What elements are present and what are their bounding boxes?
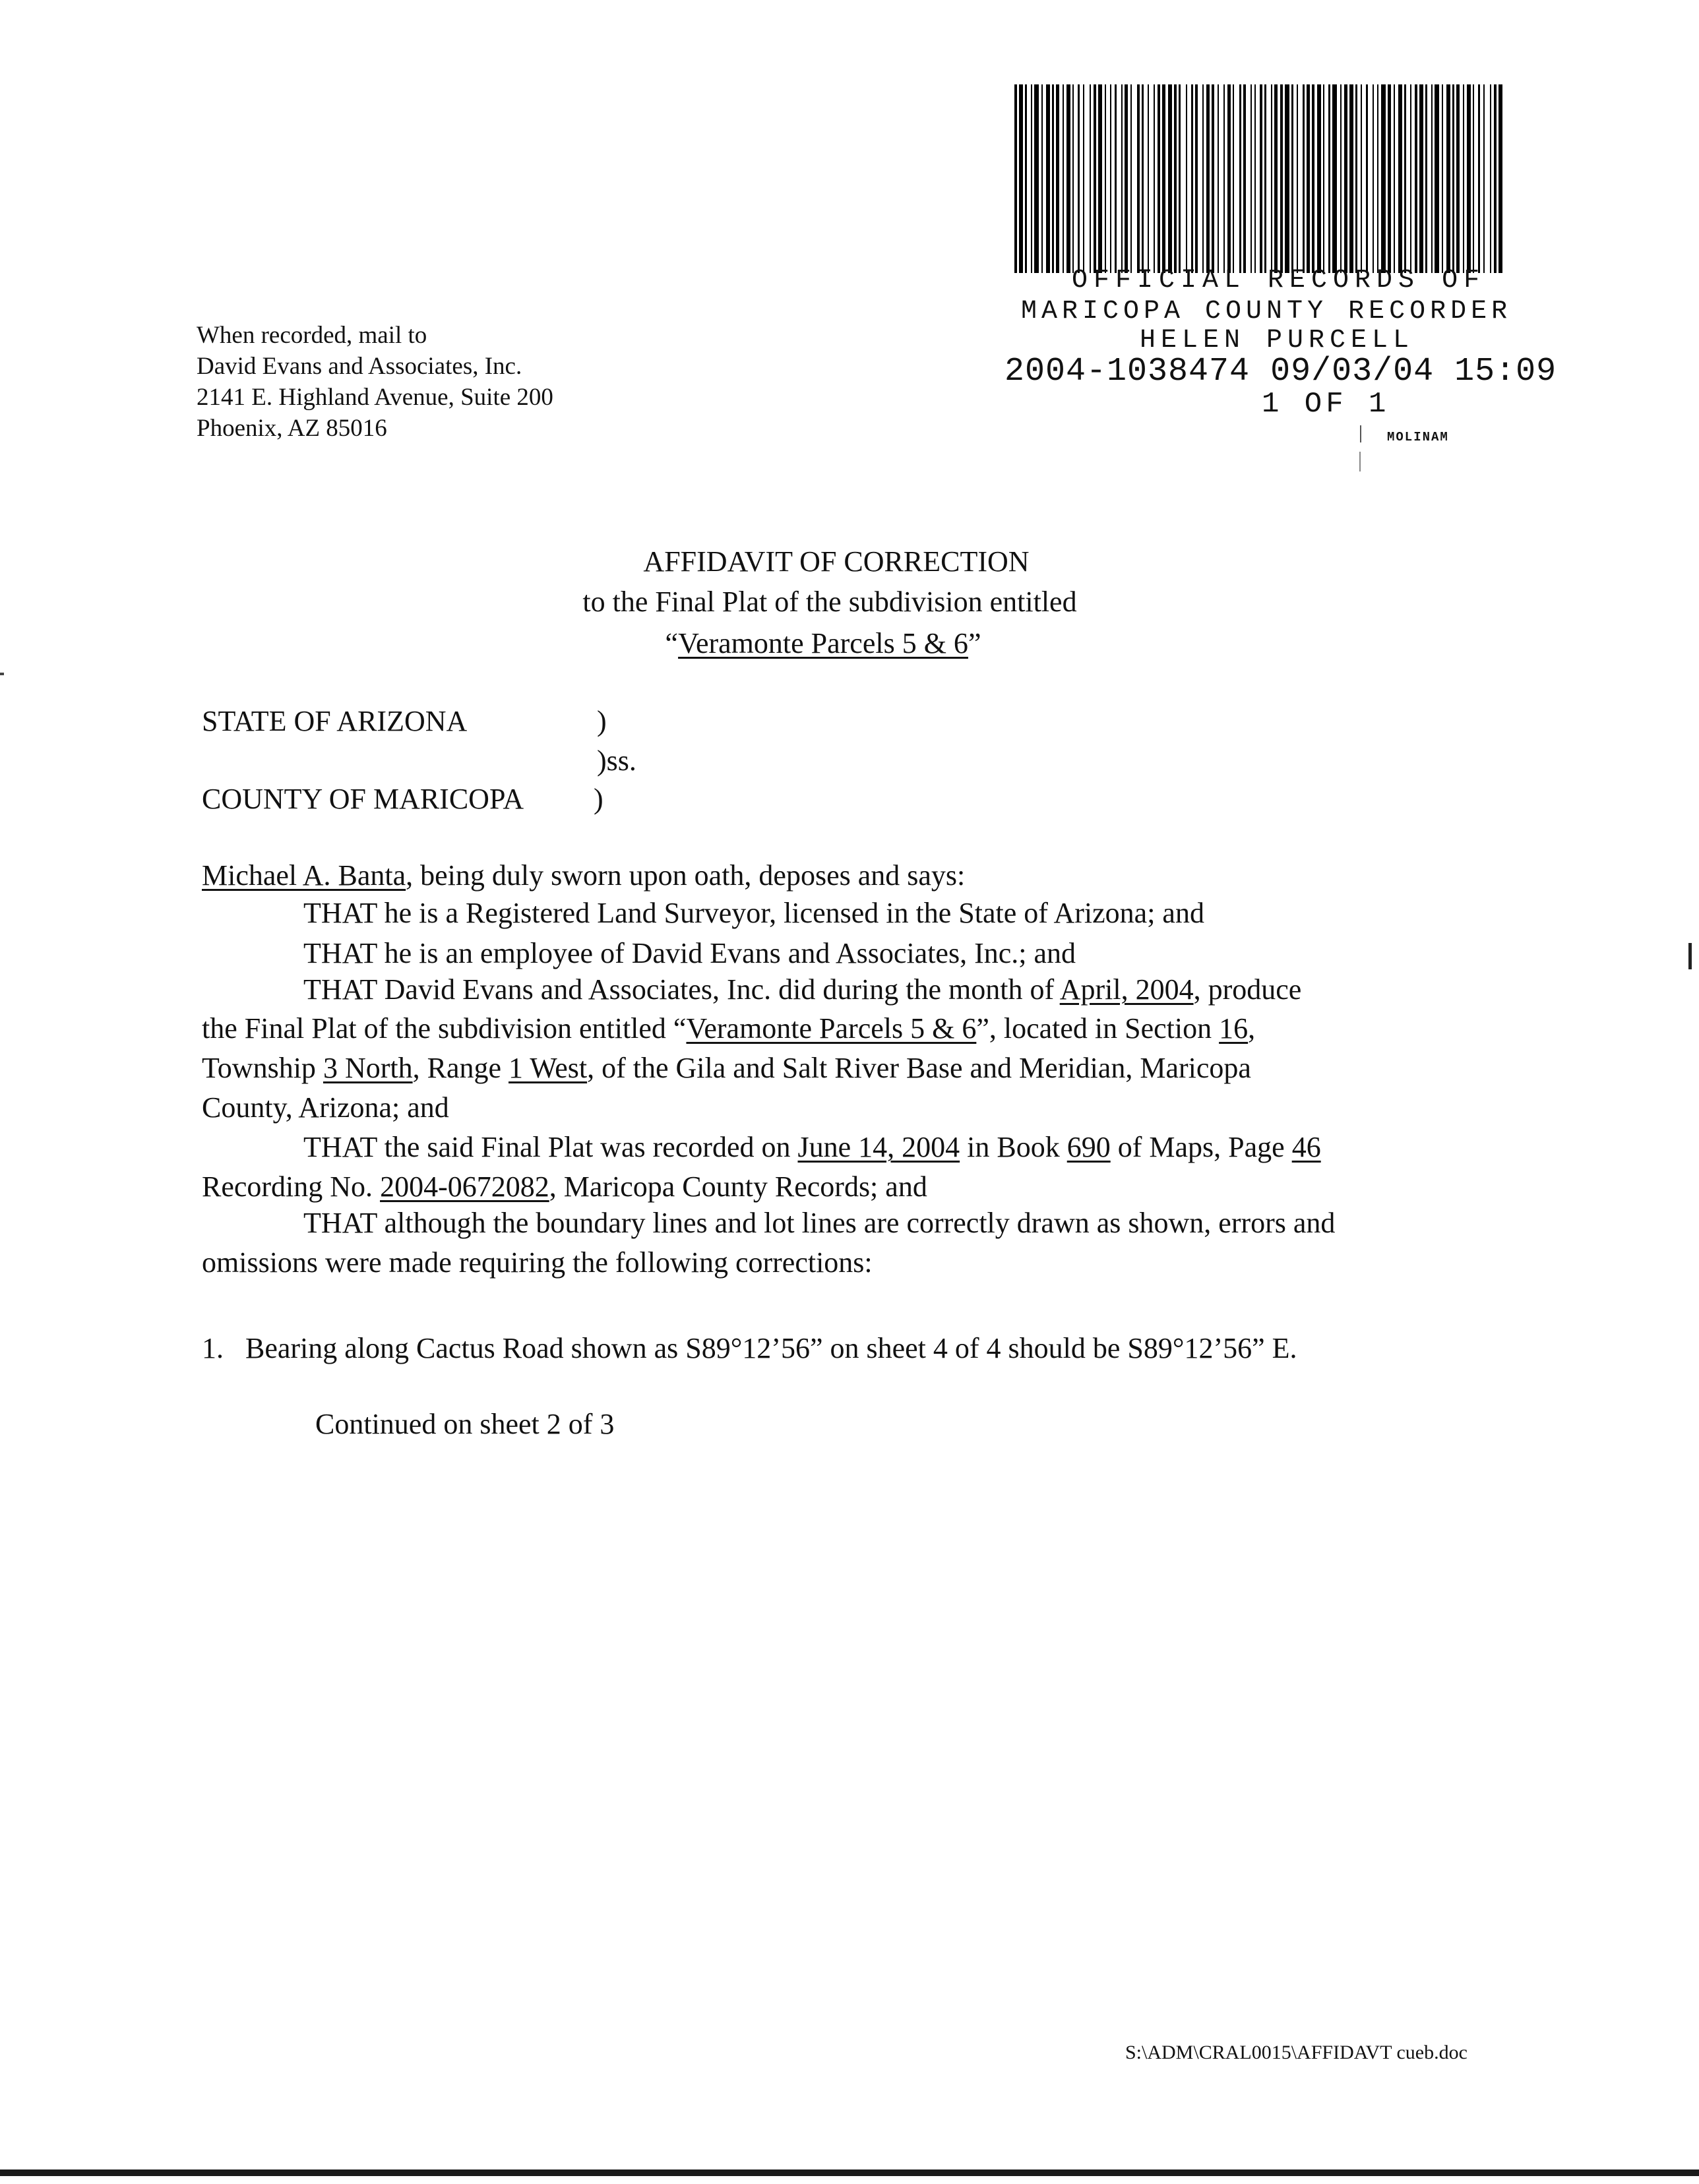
recorder-stamp-line: MARICOPA COUNTY RECORDER [1021,297,1512,326]
clause-plat-production: THAT David Evans and Associates, Inc. did during the month of April, 2004, produce [303,973,1302,1006]
return-address-line: Phoenix, AZ 85016 [197,415,387,442]
return-address-line: 2141 E. Highland Avenue, Suite 200 [197,384,553,411]
subdivision-name-title: “Veramonte Parcels 5 & 6” [665,627,981,659]
file-path-footer: S:\ADM\CRAL0015\AFFIDAVT cueb.doc [1125,2042,1467,2063]
venue-ss: )ss. [597,744,636,777]
clause-plat-production: Township 3 North, Range 1 West, of the Gila and Salt River Base and Meridian, Maricopa [202,1052,1251,1084]
clause-plat-production: County, Arizona; and [202,1091,449,1124]
scan-edge [0,673,4,675]
document-subtitle: to the Final Plat of the subdivision entitled [582,586,1077,618]
stamp-tick-mark [1359,425,1363,471]
venue-paren: ) [597,705,607,737]
recorder-page-count: 1 OF 1 [1262,388,1390,421]
clause-employee: THAT he is an employee of David Evans and Associates, Inc.; and [303,937,1076,969]
recorder-stamp-line: OFFICIAL RECORDS OF [1072,266,1486,295]
recorder-clerk-initials: MOLINAM [1387,430,1449,444]
clause-plat-production: the Final Plat of the subdivision entitled “Veramonte Parcels 5 & 6”, located in Section 16, [202,1012,1256,1045]
clause-plat-recording: Recording No. 2004-0672082, Maricopa County Records; and [202,1170,927,1203]
venue-state: STATE OF ARIZONA [202,705,468,737]
document-title: AFFIDAVIT OF CORRECTION [643,545,1030,578]
venue-county: COUNTY OF MARICOPA [202,783,524,815]
return-address-line: When recorded, mail to [197,322,427,349]
venue-paren: ) [594,783,603,815]
clause-errors: THAT although the boundary lines and lot lines are correctly drawn as shown, errors and [303,1207,1336,1239]
return-address-line: David Evans and Associates, Inc. [197,353,522,380]
clause-errors: omissions were made requiring the following corrections: [202,1246,873,1279]
clause-plat-recording: THAT the said Final Plat was recorded on June 14, 2004 in Book 690 of Maps, Page 46 [303,1131,1321,1163]
recording-barcode [1014,84,1502,273]
affiant-name: Michael A. Banta [202,859,406,892]
recorder-stamp-name: HELEN PURCELL [1140,326,1415,355]
clause-licensed-surveyor: THAT he is a Registered Land Surveyor, licensed in the State of Arizona; and [303,897,1204,929]
scan-edge [0,2169,1699,2176]
recording-number-datetime: 2004-1038474 09/03/04 15:09 [1004,353,1557,390]
continued-note: Continued on sheet 2 of 3 [315,1408,615,1440]
scan-edge [1688,943,1692,969]
affiant-statement: Michael A. Banta, being duly sworn upon oath, deposes and says: [202,859,966,892]
correction-item: 1. Bearing along Cactus Road shown as S89°12’56” on sheet 4 of 4 should be S89°12’56” E. [202,1332,1297,1364]
